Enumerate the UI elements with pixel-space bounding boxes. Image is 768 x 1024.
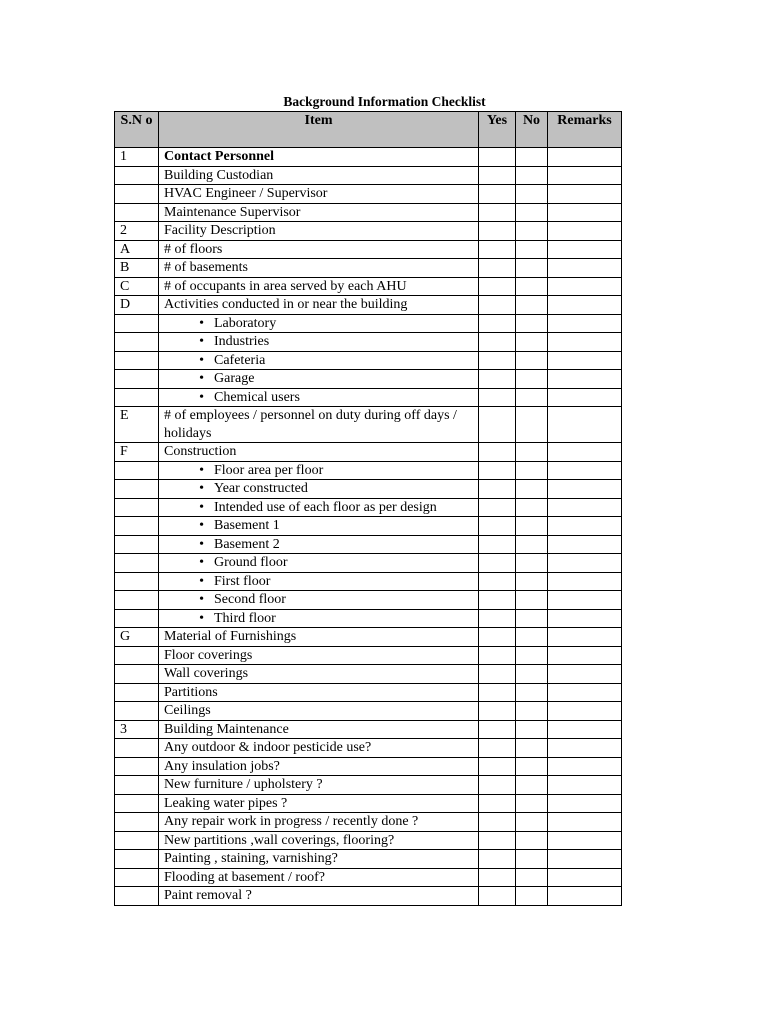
cell-remarks[interactable]	[548, 166, 622, 185]
cell-no[interactable]	[516, 535, 548, 554]
table-row	[115, 554, 622, 573]
table-row	[115, 443, 622, 462]
cell-yes[interactable]	[479, 535, 516, 554]
cell-yes[interactable]	[479, 277, 516, 296]
bullet-text: Laboratory	[214, 315, 277, 331]
row-sno	[115, 757, 159, 776]
bullet-item	[159, 388, 479, 407]
cell-no[interactable]	[516, 757, 548, 776]
bullet-text: Basement 1	[214, 518, 280, 533]
row-sno	[115, 388, 159, 407]
bullet-item	[159, 517, 479, 536]
cell-remarks[interactable]	[548, 628, 622, 647]
cell-yes[interactable]	[479, 296, 516, 315]
table-row	[115, 277, 622, 296]
row-item: # of floors	[159, 240, 479, 259]
row-item: Partitions	[159, 683, 479, 702]
table-row	[115, 665, 622, 684]
table-row	[115, 314, 622, 333]
cell-no[interactable]	[516, 480, 548, 499]
cell-no[interactable]	[516, 351, 548, 370]
row-sno: 1	[115, 148, 159, 167]
table-row	[115, 813, 622, 832]
bullet-icon	[159, 536, 204, 553]
table-row	[115, 850, 622, 869]
row-sno	[115, 203, 159, 222]
cell-no[interactable]	[516, 776, 548, 795]
table-row	[115, 868, 622, 887]
bullet-text: Floor area per floor	[214, 462, 324, 478]
cell-yes[interactable]	[479, 388, 516, 407]
row-item: Any insulation jobs?	[159, 757, 479, 776]
bullet-icon	[159, 499, 204, 516]
cell-yes[interactable]	[479, 831, 516, 850]
cell-remarks[interactable]	[548, 831, 622, 850]
row-sno	[115, 813, 159, 832]
row-sno: D	[115, 296, 159, 315]
cell-remarks[interactable]	[548, 757, 622, 776]
row-item: Paint removal ?	[159, 887, 479, 906]
row-sno	[115, 609, 159, 628]
cell-remarks[interactable]	[548, 277, 622, 296]
table-row	[115, 498, 622, 517]
row-sno	[115, 831, 159, 850]
row-item: # of occupants in area served by each AHU	[159, 277, 479, 296]
table-row	[115, 370, 622, 389]
cell-remarks[interactable]	[548, 646, 622, 665]
table-row	[115, 739, 622, 758]
cell-no[interactable]	[516, 850, 548, 869]
bullet-text: Basement 2	[214, 536, 280, 552]
table-row	[115, 720, 622, 739]
cell-remarks[interactable]	[548, 388, 622, 407]
row-sno	[115, 702, 159, 721]
table-row	[115, 296, 622, 315]
row-sno: A	[115, 240, 159, 259]
row-sno	[115, 572, 159, 591]
table-row	[115, 148, 622, 167]
header-no: No	[516, 112, 548, 148]
row-sno: F	[115, 443, 159, 462]
bullet-icon	[159, 573, 204, 590]
bullet-item	[159, 461, 479, 480]
cell-yes[interactable]	[479, 443, 516, 462]
row-sno	[115, 351, 159, 370]
cell-yes[interactable]	[479, 887, 516, 906]
cell-remarks[interactable]	[548, 776, 622, 795]
row-sno	[115, 480, 159, 499]
cell-remarks[interactable]	[548, 720, 622, 739]
cell-yes[interactable]	[479, 739, 516, 758]
cell-yes[interactable]	[479, 370, 516, 389]
cell-yes[interactable]	[479, 720, 516, 739]
cell-remarks[interactable]	[548, 887, 622, 906]
table-row	[115, 461, 622, 480]
cell-yes[interactable]	[479, 868, 516, 887]
bullet-item	[159, 554, 479, 573]
bullet-icon	[159, 370, 204, 387]
cell-yes[interactable]	[479, 407, 516, 443]
cell-remarks[interactable]	[548, 407, 622, 443]
cell-yes[interactable]	[479, 222, 516, 241]
bullet-icon	[159, 517, 204, 534]
table-row	[115, 628, 622, 647]
cell-remarks[interactable]	[548, 333, 622, 352]
cell-remarks[interactable]	[548, 572, 622, 591]
cell-no[interactable]	[516, 813, 548, 832]
row-item: New partitions ,wall coverings, flooring?	[159, 831, 479, 850]
cell-no[interactable]	[516, 646, 548, 665]
cell-remarks[interactable]	[548, 222, 622, 241]
cell-remarks[interactable]	[548, 591, 622, 610]
bullet-item	[159, 480, 479, 499]
bullet-text: Year constructed	[214, 481, 308, 496]
row-sno	[115, 591, 159, 610]
cell-yes[interactable]	[479, 333, 516, 352]
cell-remarks[interactable]	[548, 868, 622, 887]
bullet-item	[159, 314, 479, 333]
cell-no[interactable]	[516, 240, 548, 259]
table-row	[115, 517, 622, 536]
cell-yes[interactable]	[479, 203, 516, 222]
cell-yes[interactable]	[479, 240, 516, 259]
bullet-text: Ground floor	[214, 555, 288, 570]
table-row	[115, 203, 622, 222]
table-row	[115, 757, 622, 776]
cell-yes[interactable]	[479, 813, 516, 832]
bullet-item	[159, 498, 479, 517]
bullet-icon	[159, 315, 204, 332]
row-sno	[115, 314, 159, 333]
row-sno: B	[115, 259, 159, 278]
cell-remarks[interactable]	[548, 535, 622, 554]
row-sno	[115, 498, 159, 517]
row-item: # of basements	[159, 259, 479, 278]
cell-yes[interactable]	[479, 572, 516, 591]
bullet-text: Intended use of each floor as per design	[214, 499, 437, 515]
cell-no[interactable]	[516, 388, 548, 407]
cell-no[interactable]	[516, 443, 548, 462]
header-row	[115, 112, 622, 148]
row-item: Activities conducted in or near the building	[159, 296, 479, 315]
cell-yes[interactable]	[479, 591, 516, 610]
bullet-item	[159, 572, 479, 591]
cell-remarks[interactable]	[548, 148, 622, 167]
cell-yes[interactable]	[479, 554, 516, 573]
table-row	[115, 702, 622, 721]
cell-yes[interactable]	[479, 646, 516, 665]
cell-no[interactable]	[516, 591, 548, 610]
bullet-text: First floor	[214, 573, 271, 589]
cell-remarks[interactable]	[548, 702, 622, 721]
cell-no[interactable]	[516, 683, 548, 702]
table-row	[115, 259, 622, 278]
cell-remarks[interactable]	[548, 794, 622, 813]
cell-remarks[interactable]	[548, 850, 622, 869]
cell-no[interactable]	[516, 498, 548, 517]
checklist-table	[114, 111, 622, 906]
row-item: Material of Furnishings	[159, 628, 479, 647]
row-sno	[115, 776, 159, 795]
cell-no[interactable]	[516, 794, 548, 813]
row-sno	[115, 517, 159, 536]
cell-no[interactable]	[516, 554, 548, 573]
table-row	[115, 240, 622, 259]
cell-no[interactable]	[516, 831, 548, 850]
bullet-item	[159, 591, 479, 610]
table-row	[115, 591, 622, 610]
cell-no[interactable]	[516, 517, 548, 536]
row-item: Building Maintenance	[159, 720, 479, 739]
cell-no[interactable]	[516, 868, 548, 887]
cell-no[interactable]	[516, 572, 548, 591]
table-row	[115, 333, 622, 352]
bullet-item	[159, 609, 479, 628]
cell-no[interactable]	[516, 720, 548, 739]
row-sno	[115, 646, 159, 665]
cell-no[interactable]	[516, 222, 548, 241]
cell-remarks[interactable]	[548, 185, 622, 204]
bullet-text: Cafeteria	[214, 352, 266, 368]
cell-remarks[interactable]	[548, 296, 622, 315]
row-item: HVAC Engineer / Supervisor	[159, 185, 479, 204]
row-item: Construction	[159, 443, 479, 462]
row-item: Ceilings	[159, 702, 479, 721]
cell-remarks[interactable]	[548, 665, 622, 684]
table-row	[115, 572, 622, 591]
row-sno: 2	[115, 222, 159, 241]
cell-no[interactable]	[516, 628, 548, 647]
cell-yes[interactable]	[479, 480, 516, 499]
table-row	[115, 351, 622, 370]
cell-remarks[interactable]	[548, 498, 622, 517]
cell-no[interactable]	[516, 185, 548, 204]
cell-no[interactable]	[516, 887, 548, 906]
bullet-icon	[159, 610, 204, 627]
row-sno	[115, 665, 159, 684]
table-row	[115, 831, 622, 850]
checklist-title: Background Information Checklist	[283, 94, 486, 109]
row-item: Facility Description	[159, 222, 479, 241]
cell-no[interactable]	[516, 461, 548, 480]
row-sno	[115, 370, 159, 389]
header-item: Item	[159, 112, 479, 148]
cell-yes[interactable]	[479, 609, 516, 628]
table-row	[115, 683, 622, 702]
table-row	[115, 794, 622, 813]
row-sno	[115, 185, 159, 204]
cell-no[interactable]	[516, 314, 548, 333]
cell-yes[interactable]	[479, 794, 516, 813]
row-sno: C	[115, 277, 159, 296]
table-row	[115, 222, 622, 241]
cell-no[interactable]	[516, 203, 548, 222]
row-item: Flooding at basement / roof?	[159, 868, 479, 887]
cell-yes[interactable]	[479, 683, 516, 702]
cell-remarks[interactable]	[548, 351, 622, 370]
bullet-icon	[159, 480, 204, 497]
bullet-icon	[159, 554, 204, 571]
cell-yes[interactable]	[479, 166, 516, 185]
header-sno: S.N o	[115, 112, 159, 148]
row-sno	[115, 887, 159, 906]
bullet-icon	[159, 389, 204, 406]
cell-remarks[interactable]	[548, 739, 622, 758]
cell-yes[interactable]	[479, 351, 516, 370]
cell-remarks[interactable]	[548, 259, 622, 278]
cell-yes[interactable]	[479, 757, 516, 776]
bullet-text: Second floor	[214, 592, 286, 607]
bullet-text: Industries	[214, 334, 270, 349]
cell-no[interactable]	[516, 277, 548, 296]
row-item: New furniture / upholstery ?	[159, 776, 479, 795]
cell-yes[interactable]	[479, 461, 516, 480]
cell-yes[interactable]	[479, 314, 516, 333]
cell-remarks[interactable]	[548, 554, 622, 573]
cell-remarks[interactable]	[548, 203, 622, 222]
bullet-item	[159, 370, 479, 389]
cell-no[interactable]	[516, 407, 548, 443]
cell-remarks[interactable]	[548, 370, 622, 389]
bullet-item	[159, 333, 479, 352]
cell-yes[interactable]	[479, 259, 516, 278]
bullet-icon	[159, 352, 204, 369]
row-item: Painting , staining, varnishing?	[159, 850, 479, 869]
bullet-icon	[159, 462, 204, 479]
table-row	[115, 609, 622, 628]
row-sno	[115, 739, 159, 758]
cell-no[interactable]	[516, 148, 548, 167]
cell-no[interactable]	[516, 609, 548, 628]
row-sno: G	[115, 628, 159, 647]
row-item: Leaking water pipes ?	[159, 794, 479, 813]
table-row	[115, 388, 622, 407]
bullet-text: Chemical users	[214, 389, 300, 405]
row-item: # of employees / personnel on duty during off days / holidays	[159, 407, 479, 443]
cell-remarks[interactable]	[548, 517, 622, 536]
cell-remarks[interactable]	[548, 683, 622, 702]
row-sno	[115, 535, 159, 554]
bullet-text: Garage	[214, 371, 255, 386]
table-row	[115, 185, 622, 204]
cell-no[interactable]	[516, 166, 548, 185]
row-sno: E	[115, 407, 159, 443]
cell-no[interactable]	[516, 702, 548, 721]
row-item: Maintenance Supervisor	[159, 203, 479, 222]
row-sno	[115, 683, 159, 702]
table-row	[115, 407, 622, 443]
cell-yes[interactable]	[479, 665, 516, 684]
cell-remarks[interactable]	[548, 480, 622, 499]
cell-remarks[interactable]	[548, 314, 622, 333]
cell-yes[interactable]	[479, 498, 516, 517]
table-row	[115, 887, 622, 906]
table-row	[115, 535, 622, 554]
cell-yes[interactable]	[479, 702, 516, 721]
bullet-item	[159, 351, 479, 370]
row-sno	[115, 554, 159, 573]
cell-no[interactable]	[516, 665, 548, 684]
row-item: Any outdoor & indoor pesticide use?	[159, 739, 479, 758]
bullet-icon	[159, 591, 204, 608]
cell-remarks[interactable]	[548, 461, 622, 480]
cell-yes[interactable]	[479, 185, 516, 204]
row-item: Building Custodian	[159, 166, 479, 185]
row-sno	[115, 794, 159, 813]
cell-no[interactable]	[516, 296, 548, 315]
row-item: Any repair work in progress / recently done ?	[159, 813, 479, 832]
cell-yes[interactable]	[479, 517, 516, 536]
bullet-icon	[159, 333, 204, 350]
cell-no[interactable]	[516, 739, 548, 758]
table-row	[115, 166, 622, 185]
cell-yes[interactable]	[479, 776, 516, 795]
cell-yes[interactable]	[479, 628, 516, 647]
cell-remarks[interactable]	[548, 240, 622, 259]
table-row	[115, 646, 622, 665]
cell-yes[interactable]	[479, 850, 516, 869]
bullet-item	[159, 535, 479, 554]
cell-yes[interactable]	[479, 148, 516, 167]
row-sno	[115, 333, 159, 352]
header-yes: Yes	[479, 112, 516, 148]
row-sno	[115, 850, 159, 869]
cell-no[interactable]	[516, 370, 548, 389]
table-row	[115, 480, 622, 499]
row-sno: 3	[115, 720, 159, 739]
row-item: Floor coverings	[159, 646, 479, 665]
table-row	[115, 776, 622, 795]
row-sno	[115, 166, 159, 185]
cell-no[interactable]	[516, 333, 548, 352]
cell-remarks[interactable]	[548, 609, 622, 628]
row-item: Wall coverings	[159, 665, 479, 684]
cell-remarks[interactable]	[548, 813, 622, 832]
cell-remarks[interactable]	[548, 443, 622, 462]
row-item: Contact Personnel	[159, 148, 479, 167]
row-sno	[115, 868, 159, 887]
header-remarks: Remarks	[548, 112, 622, 148]
bullet-text: Third floor	[214, 610, 276, 626]
row-sno	[115, 461, 159, 480]
cell-no[interactable]	[516, 259, 548, 278]
